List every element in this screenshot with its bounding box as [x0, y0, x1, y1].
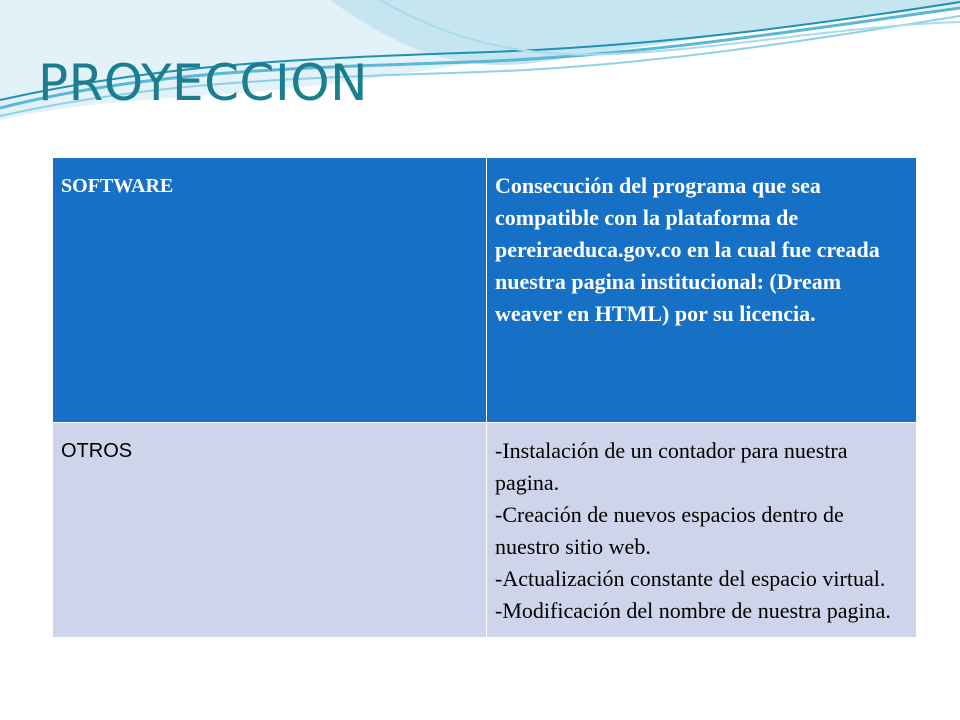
row-label-otros: OTROS	[53, 423, 487, 638]
list-item: -Actualización constante del espacio virtual.	[495, 566, 886, 591]
table-row-software	[53, 158, 917, 423]
slide-title: PROYECCION	[38, 54, 368, 112]
projection-table	[52, 157, 917, 638]
list-item: -Instalación de un contador para nuestra pagina.	[495, 438, 848, 495]
row-label-software: SOFTWARE	[53, 158, 487, 423]
table-row-otros	[53, 423, 917, 638]
row-content-software: Consecución del programa que sea compatible con la plataforma de pereiraeduca.gov.co en la cual fue creada nuestra pagina institucional: (Dream weaver en HTML) por su licencia.	[487, 158, 917, 423]
row-content-otros	[487, 423, 917, 638]
list-item: -Modificación del nombre de nuestra pagina.	[495, 598, 891, 623]
list-item: -Creación de nuevos espacios dentro de nuestro sitio web.	[495, 502, 844, 559]
